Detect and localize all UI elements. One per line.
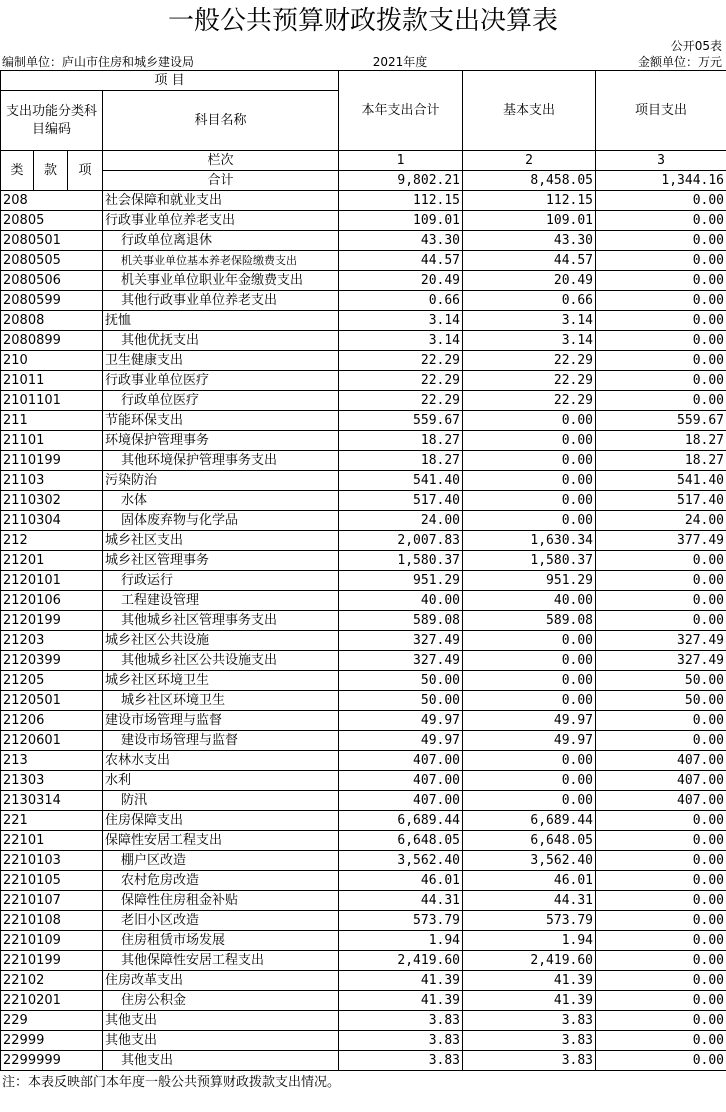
header-xiang: 项 [68,151,103,191]
row-code: 2120501 [1,691,103,711]
row-name: 城乡社区公共设施 [103,631,339,651]
row-basic: 41.39 [463,971,596,991]
row-basic: 0.00 [463,791,596,811]
row-total: 573.79 [339,911,463,931]
table-row [1,931,726,951]
row-basic: 0.00 [463,751,596,771]
row-name: 棚户区改造 [103,851,339,871]
table-row [1,971,726,991]
row-code: 210 [1,351,103,371]
row-code: 2210109 [1,931,103,951]
table-row [1,551,726,571]
header-func-code: 支出功能分类科目编码 [1,91,103,151]
row-project: 0.00 [596,351,726,371]
row-total: 6,648.05 [339,831,463,851]
row-code: 2210103 [1,851,103,871]
row-total: 22.29 [339,391,463,411]
row-total: 6,689.44 [339,811,463,831]
row-basic: 49.97 [463,731,596,751]
row-basic: 3.83 [463,1011,596,1031]
table-row [1,291,726,311]
row-name: 污染防治 [103,471,339,491]
row-project: 18.27 [596,431,726,451]
row-basic: 3.83 [463,1051,596,1071]
table-row [1,211,726,231]
header-col1: 1 [339,151,463,171]
row-total: 2,007.83 [339,531,463,551]
row-basic: 6,689.44 [463,811,596,831]
row-project: 0.00 [596,1011,726,1031]
row-total: 18.27 [339,431,463,451]
row-code: 21303 [1,771,103,791]
row-name: 环境保护管理事务 [103,431,339,451]
row-code: 2110302 [1,491,103,511]
table-row [1,771,726,791]
row-total: 44.57 [339,251,463,271]
table-row [1,491,726,511]
row-code: 2110199 [1,451,103,471]
row-project: 0.00 [596,1051,726,1071]
row-total: 517.40 [339,491,463,511]
row-total: 3.14 [339,311,463,331]
row-project: 377.49 [596,531,726,551]
row-total: 3,562.40 [339,851,463,871]
header-project: 项目支出 [596,71,726,151]
row-total: 43.30 [339,231,463,251]
row-total: 41.39 [339,991,463,1011]
row-name: 建设市场管理与监督 [103,731,339,751]
row-code: 229 [1,1011,103,1031]
row-name: 其他环境保护管理事务支出 [103,451,339,471]
table-row [1,331,726,351]
row-name: 其他支出 [103,1051,339,1071]
header-total: 本年支出合计 [339,71,463,151]
row-code: 2120101 [1,571,103,591]
row-name: 社会保障和就业支出 [103,191,339,211]
table-row [1,911,726,931]
table-row [1,811,726,831]
table-row [1,1051,726,1071]
row-code: 2110304 [1,511,103,531]
row-basic: 22.29 [463,391,596,411]
row-name: 城乡社区管理事务 [103,551,339,571]
row-total: 46.01 [339,871,463,891]
row-code: 2080599 [1,291,103,311]
header-col3: 3 [596,151,726,171]
row-basic: 1,630.34 [463,531,596,551]
row-code: 21101 [1,431,103,451]
row-total: 49.97 [339,711,463,731]
row-code: 211 [1,411,103,431]
table-row [1,1011,726,1031]
row-total: 407.00 [339,771,463,791]
row-name: 行政事业单位养老支出 [103,211,339,231]
row-code: 2101101 [1,391,103,411]
row-basic: 44.57 [463,251,596,271]
row-code: 21206 [1,711,103,731]
table-row [1,231,726,251]
row-project: 0.00 [596,271,726,291]
fiscal-year: 2021年度 [372,55,428,69]
table-row [1,471,726,491]
header-item: 项 目 [1,71,339,91]
row-basic: 44.31 [463,891,596,911]
row-name: 城乡社区环境卫生 [103,671,339,691]
row-total: 41.39 [339,971,463,991]
row-total: 327.49 [339,651,463,671]
row-project: 327.49 [596,631,726,651]
row-code: 2210105 [1,871,103,891]
header-col2: 2 [463,151,596,171]
row-basic: 589.08 [463,611,596,631]
row-project: 0.00 [596,711,726,731]
row-name: 卫生健康支出 [103,351,339,371]
row-basic: 0.00 [463,471,596,491]
table-row [1,951,726,971]
header-basic: 基本支出 [463,71,596,151]
row-total: 22.29 [339,351,463,371]
row-project: 18.27 [596,451,726,471]
table-row [1,731,726,751]
table-row [1,871,726,891]
row-total: 951.29 [339,571,463,591]
row-code: 208 [1,191,103,211]
row-basic: 1,580.37 [463,551,596,571]
row-name: 水利 [103,771,339,791]
row-project: 0.00 [596,311,726,331]
table-row [1,391,726,411]
row-code: 213 [1,751,103,771]
table-row [1,831,726,851]
row-basic: 0.66 [463,291,596,311]
row-total: 3.83 [339,1031,463,1051]
row-code: 2210201 [1,991,103,1011]
row-name: 住房保障支出 [103,811,339,831]
table-row [1,411,726,431]
row-code: 2210199 [1,951,103,971]
row-code: 22999 [1,1031,103,1051]
row-project: 0.00 [596,331,726,351]
row-name: 水体 [103,491,339,511]
row-total: 327.49 [339,631,463,651]
row-code: 21011 [1,371,103,391]
table-row [1,311,726,331]
row-name: 机关事业单位基本养老保险缴费支出 [103,251,339,271]
row-name: 其他行政事业单位养老支出 [103,291,339,311]
row-basic: 22.29 [463,351,596,371]
row-name: 建设市场管理与监督 [103,711,339,731]
row-name: 其他优抚支出 [103,331,339,351]
row-basic: 41.39 [463,991,596,1011]
row-name: 行政单位医疗 [103,391,339,411]
row-total: 3.83 [339,1051,463,1071]
row-name: 节能环保支出 [103,411,339,431]
header-lei: 类 [1,151,34,191]
row-name: 其他城乡社区公共设施支出 [103,651,339,671]
row-project: 0.00 [596,571,726,591]
row-code: 2120199 [1,611,103,631]
row-code: 2210108 [1,911,103,931]
row-basic: 49.97 [463,711,596,731]
row-name: 保障性住房租金补贴 [103,891,339,911]
row-project: 0.00 [596,591,726,611]
row-project: 541.40 [596,471,726,491]
row-project: 50.00 [596,691,726,711]
table-row [1,671,726,691]
table-row [1,351,726,371]
row-project: 0.00 [596,191,726,211]
row-name: 其他支出 [103,1031,339,1051]
row-basic: 43.30 [463,231,596,251]
row-total: 49.97 [339,731,463,751]
row-total: 20.49 [339,271,463,291]
row-name: 城乡社区支出 [103,531,339,551]
table-row [1,571,726,591]
row-code: 22101 [1,831,103,851]
row-code: 2120601 [1,731,103,751]
row-total: 50.00 [339,671,463,691]
row-total: 44.31 [339,891,463,911]
row-basic: 0.00 [463,691,596,711]
row-project: 0.00 [596,731,726,751]
row-total: 40.00 [339,591,463,611]
row-name: 行政运行 [103,571,339,591]
row-basic: 0.00 [463,431,596,451]
row-code: 2080899 [1,331,103,351]
table-number: 公开05表 [670,39,722,53]
row-total: 407.00 [339,791,463,811]
table-row [1,591,726,611]
row-total: 2,419.60 [339,951,463,971]
row-project: 0.00 [596,251,726,271]
row-code: 21203 [1,631,103,651]
row-code: 2210107 [1,891,103,911]
row-name: 住房租赁市场发展 [103,931,339,951]
row-basic: 951.29 [463,571,596,591]
row-project: 24.00 [596,511,726,531]
row-total: 589.08 [339,611,463,631]
row-name: 行政单位离退休 [103,231,339,251]
row-project: 517.40 [596,491,726,511]
header-kuan: 款 [34,151,68,191]
row-code: 221 [1,811,103,831]
row-project: 0.00 [596,391,726,411]
row-total: 0.66 [339,291,463,311]
row-basic: 3.14 [463,331,596,351]
table-row [1,991,726,1011]
row-project: 559.67 [596,411,726,431]
row-project: 0.00 [596,931,726,951]
row-project: 327.49 [596,651,726,671]
row-basic: 0.00 [463,511,596,531]
row-project: 407.00 [596,771,726,791]
footnote: 注：本表反映部门本年度一般公共预算财政拨款支出情况。 [2,1075,341,1090]
row-project: 407.00 [596,751,726,771]
expenditure-table [0,70,726,1071]
page-title: 一般公共预算财政拨款支出决算表 [167,6,558,36]
row-code: 22102 [1,971,103,991]
row-basic: 22.29 [463,371,596,391]
row-total: 1.94 [339,931,463,951]
row-code: 2080505 [1,251,103,271]
row-basic: 3,562.40 [463,851,596,871]
row-basic: 40.00 [463,591,596,611]
row-basic: 109.01 [463,211,596,231]
row-code: 2299999 [1,1051,103,1071]
row-total: 559.67 [339,411,463,431]
row-code: 2080506 [1,271,103,291]
table-row [1,851,726,871]
row-code: 20808 [1,311,103,331]
row-code: 20805 [1,211,103,231]
row-name: 行政事业单位医疗 [103,371,339,391]
table-row [1,651,726,671]
row-project: 0.00 [596,911,726,931]
table-row [1,511,726,531]
row-total: 112.15 [339,191,463,211]
row-total: 50.00 [339,691,463,711]
table-row [1,891,726,911]
basic-value: 8,458.05 [463,171,596,191]
row-project: 0.00 [596,611,726,631]
total-value: 9,802.21 [339,171,463,191]
row-name: 其他保障性安居工程支出 [103,951,339,971]
row-total: 3.14 [339,331,463,351]
row-project: 0.00 [596,851,726,871]
row-project: 0.00 [596,211,726,231]
row-project: 0.00 [596,971,726,991]
total-row [1,171,726,191]
row-basic: 2,419.60 [463,951,596,971]
row-total: 541.40 [339,471,463,491]
row-project: 0.00 [596,891,726,911]
header-name: 科目名称 [103,91,339,151]
row-code: 212 [1,531,103,551]
table-row [1,631,726,651]
table-row [1,371,726,391]
row-basic: 3.83 [463,1031,596,1051]
row-basic: 0.00 [463,651,596,671]
row-total: 1,580.37 [339,551,463,571]
table-row [1,531,726,551]
row-project: 0.00 [596,951,726,971]
table-row [1,691,726,711]
row-name: 其他支出 [103,1011,339,1031]
table-row [1,431,726,451]
table-row [1,251,726,271]
row-name: 老旧小区改造 [103,911,339,931]
row-project: 407.00 [596,791,726,811]
row-name: 固体废弃物与化学品 [103,511,339,531]
row-basic: 0.00 [463,491,596,511]
row-name: 保障性安居工程支出 [103,831,339,851]
row-name: 防汛 [103,791,339,811]
row-name: 机关事业单位职业年金缴费支出 [103,271,339,291]
row-code: 21103 [1,471,103,491]
row-project: 0.00 [596,551,726,571]
row-project: 50.00 [596,671,726,691]
header-lanci: 栏次 [103,151,339,171]
row-code: 21201 [1,551,103,571]
row-total: 24.00 [339,511,463,531]
row-project: 0.00 [596,811,726,831]
row-code: 2120106 [1,591,103,611]
row-name: 工程建设管理 [103,591,339,611]
row-total: 109.01 [339,211,463,231]
row-basic: 573.79 [463,911,596,931]
row-name: 其他城乡社区管理事务支出 [103,611,339,631]
row-total: 22.29 [339,371,463,391]
row-total: 407.00 [339,751,463,771]
row-basic: 0.00 [463,631,596,651]
row-total: 18.27 [339,451,463,471]
row-project: 0.00 [596,291,726,311]
row-code: 2120399 [1,651,103,671]
row-project: 0.00 [596,1031,726,1051]
table-row [1,191,726,211]
row-basic: 0.00 [463,451,596,471]
row-name: 农林水支出 [103,751,339,771]
row-project: 0.00 [596,371,726,391]
row-project: 0.00 [596,991,726,1011]
row-total: 3.83 [339,1011,463,1031]
row-project: 0.00 [596,231,726,251]
row-name: 农村危房改造 [103,871,339,891]
row-code: 2130314 [1,791,103,811]
row-code: 21205 [1,671,103,691]
row-basic: 1.94 [463,931,596,951]
row-basic: 112.15 [463,191,596,211]
table-row [1,1031,726,1051]
row-basic: 3.14 [463,311,596,331]
currency-unit: 金额单位：万元 [637,55,722,69]
row-basic: 6,648.05 [463,831,596,851]
row-name: 城乡社区环境卫生 [103,691,339,711]
table-row [1,611,726,631]
row-basic: 0.00 [463,411,596,431]
project-value: 1,344.16 [596,171,726,191]
row-name: 住房改革支出 [103,971,339,991]
reporting-unit: 编制单位：庐山市住房和城乡建设局 [2,55,195,69]
row-basic: 20.49 [463,271,596,291]
row-project: 0.00 [596,831,726,851]
row-project: 0.00 [596,871,726,891]
table-row [1,271,726,291]
row-code: 2080501 [1,231,103,251]
row-basic: 0.00 [463,671,596,691]
table-row [1,751,726,771]
row-name: 抚恤 [103,311,339,331]
total-label: 合计 [103,171,339,191]
row-basic: 46.01 [463,871,596,891]
table-row [1,711,726,731]
table-row [1,791,726,811]
row-basic: 0.00 [463,771,596,791]
row-name: 住房公积金 [103,991,339,1011]
table-row [1,451,726,471]
